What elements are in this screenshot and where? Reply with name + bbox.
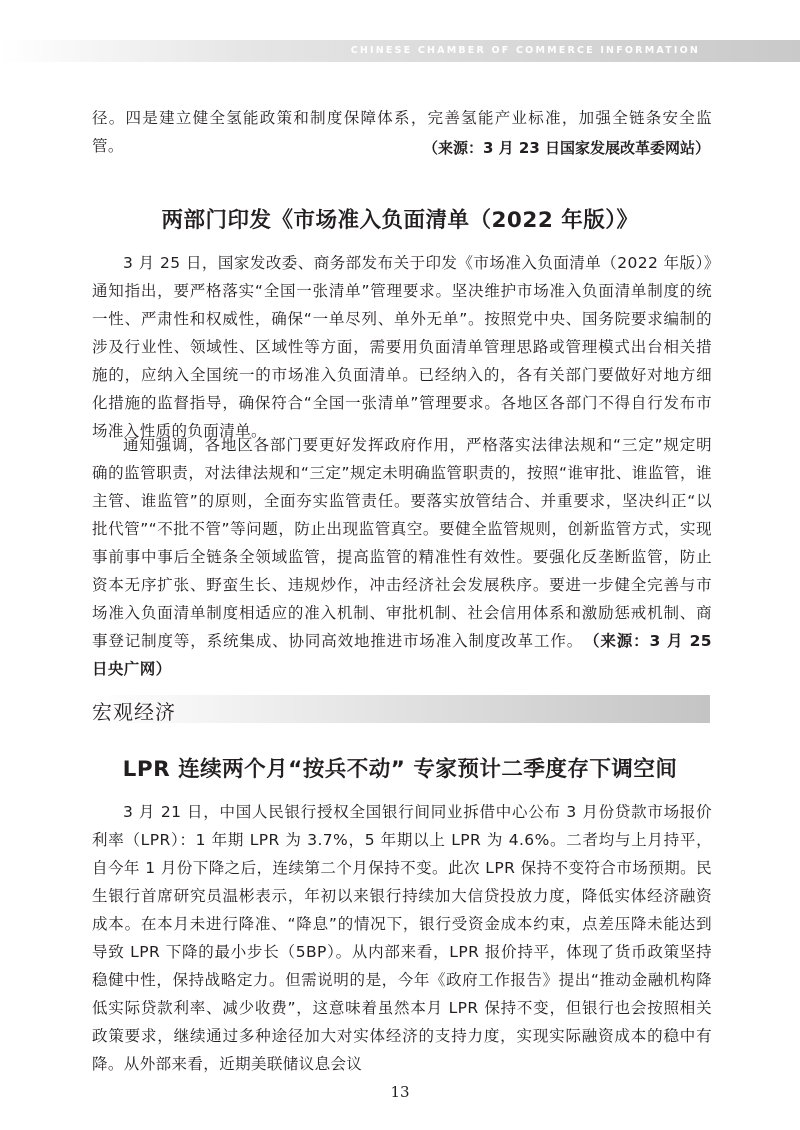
article1-paragraph-2: [92, 431, 712, 683]
section-label-macro-economy: 宏观经济: [92, 700, 176, 724]
article2-paragraph-1: 3 月 21 日，中国人民银行授权全国银行间同业拆借中心公布 3 月份贷款市场报价利率（LPR）：1 年期 LPR 为 3.7%，5 年期以上 LPR 为 4.6%。二者均与上月持平，自今年 1 月份下降之后，连续第二个月保持不变。此次 LPR 保持不变符合市场预期。民生银行首席研究员温彬表示，年初以来银行持续加大信贷投放力度，降低实体经济融资成本。在本月未进行降准、“降息”的情况下，银行受资金成本约束，点差压降未能达到导致 LPR 下降的最小步长（5BP）。从内部来看，LPR 报价持平，体现了货币政策坚持稳健中性，保持战略定力。但需说明的是，今年《政府工作报告》提出“推动金融机构降低实际贷款利率、减少收费”，这意味着虽然本月 LPR 保持不变，但银行也会按照相关政策要求，继续通过多种途径加大对实体经济的支持力度，实现实际融资成本的稳中有降。从外部来看，近期美联储议息会议: [92, 803, 712, 1073]
article1-paragraph-2-text: 通知强调，各地区各部门要更好发挥政府作用，严格落实法律法规和“三定”规定明确的监管职责，对法律法规和“三定”规定未明确监管职责的，按照“谁审批、谁监管，谁主管、谁监管”的原则，全面夯实监管责任。要落实放管结合、并重要求，坚决纠正“以批代管”“不批不管”等问题，防止出现监管真空。要健全监管规则，创新监管方式，实现事前事中事后全链条全领域监管，提高监管的精准性有效性。要强化反垄断监管，防止资本无序扩张、野蛮生长、违规炒作，冲击经济社会发展秩序。要进一步健全完善与市场准入负面清单制度相适应的准入机制、审批机制、社会信用体系和激励惩戒机制、商事登记制度等，系统集成、协同高效地推进市场准入制度改革工作。: [92, 436, 712, 650]
section-bar: [92, 695, 710, 723]
prev-article-source: （来源：3 月 23 日国家发展改革委网站）: [423, 139, 710, 157]
article1-paragraph-1: 3 月 25 日，国家发改委、商务部发布关于印发《市场准入负面清单（2022 年版）》通知指出，要严格落实“全国一张清单”管理要求。坚决维护市场准入负面清单制度的统一性、严肃性和权威性，确保“一单尽列、单外无单”。按照党中央、国务院要求编制的涉及行业性、领域性、区域性等方面，需要用负面清单管理思路或管理模式出台相关措施的，应纳入全国统一的市场准入负面清单。已经纳入的，各有关部门要做好对地方细化措施的监督指导，确保符合“全国一张清单”管理要求。各地区各部门不得自行发布市场准入性质的负面清单。: [92, 254, 712, 440]
article-title-negative-list: 两部门印发《市场准入负面清单（2022 年版）》: [161, 208, 639, 233]
prev-article-tail: 径。四是建立健全氢能政策和制度保障体系，完善氢能产业标准，加强全链条安全监管。: [92, 109, 712, 155]
page-number: 13: [390, 1083, 410, 1101]
running-header: CHINESE CHAMBER OF COMMERCE INFORMATION: [350, 45, 700, 56]
article1-source: （来源：3 月 25 日央广网）: [92, 632, 712, 678]
article-title-lpr: LPR 连续两个月“按兵不动” 专家预计二季度存下调空间: [122, 757, 678, 782]
